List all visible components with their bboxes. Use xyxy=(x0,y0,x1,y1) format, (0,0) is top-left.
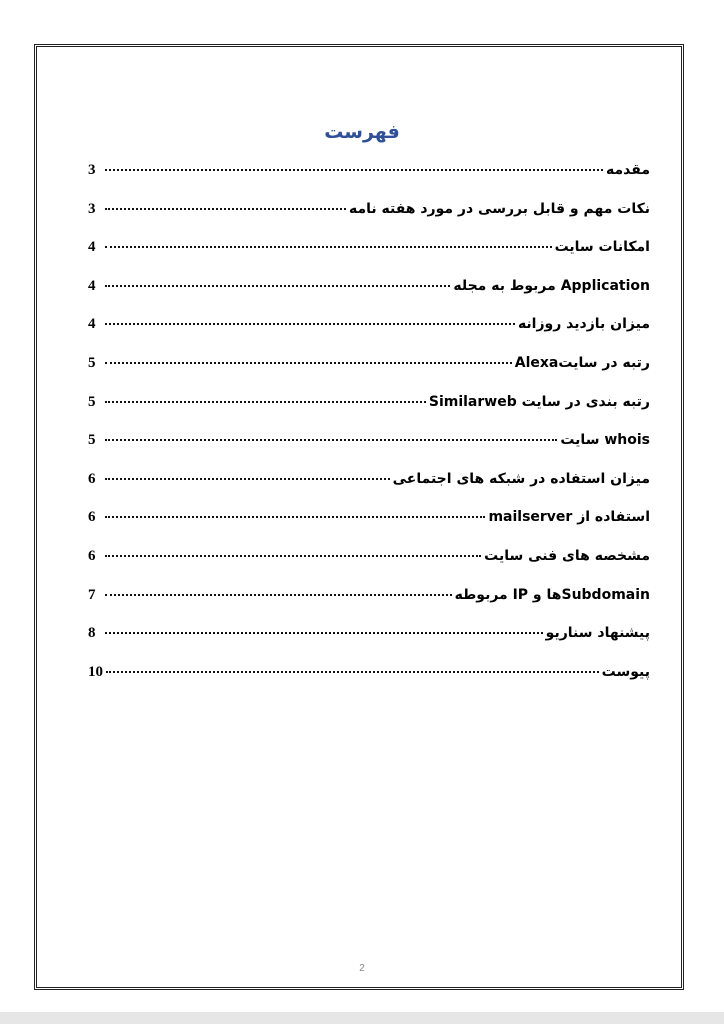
toc-page-number: 3 xyxy=(88,162,96,178)
toc-entry[interactable] xyxy=(88,239,650,278)
toc-page-number: 4 xyxy=(88,277,96,294)
dot-leader xyxy=(105,516,485,518)
toc-page-number: 4 xyxy=(88,316,96,333)
toc-entry-label: رتبه بندی در سایت Similarweb xyxy=(428,393,650,410)
dot-leader xyxy=(105,208,346,210)
toc-entry[interactable] xyxy=(88,355,650,394)
toc-entry[interactable] xyxy=(88,432,650,471)
toc-entry[interactable] xyxy=(88,316,650,355)
toc-entry-label: رتبه در سایتAlexa xyxy=(514,354,650,371)
dot-leader xyxy=(105,169,603,171)
toc-entry[interactable] xyxy=(88,278,650,317)
toc-entry-label: استفاده از mailserver xyxy=(488,509,650,526)
toc-page-number: 3 xyxy=(88,200,96,217)
toc-page-number: 5 xyxy=(88,354,96,371)
toc-page-number: 5 xyxy=(88,393,96,410)
toc-entry-label: Subdomainها و IP مربوطه xyxy=(454,586,650,603)
toc-entry[interactable] xyxy=(88,664,650,703)
toc-entry-label: میزان استفاده در شبکه های اجتماعی xyxy=(392,470,650,487)
toc-page-number: 7 xyxy=(88,586,96,603)
dot-leader xyxy=(105,439,557,441)
toc-entry-label: مقدمه xyxy=(606,162,650,178)
dot-leader xyxy=(105,478,390,480)
toc-page-number: 5 xyxy=(88,432,96,449)
toc-entry-label: میزان بازدید روزانه xyxy=(517,316,650,333)
toc-entry-label: مشخصه های فنی سایت xyxy=(484,547,650,564)
table-of-contents xyxy=(88,162,650,702)
toc-entry-label: whois سایت xyxy=(560,432,650,449)
toc-page-number: 8 xyxy=(88,625,96,642)
dot-leader xyxy=(106,671,599,673)
dot-leader xyxy=(105,594,452,596)
toc-title: فهرست xyxy=(324,121,400,143)
toc-entry[interactable] xyxy=(88,625,650,664)
page-number: 2 xyxy=(359,963,365,974)
toc-entry[interactable] xyxy=(88,162,650,201)
toc-entry[interactable] xyxy=(88,548,650,587)
toc-entry-label: Application مربوط به مجله xyxy=(453,277,650,294)
toc-page-number: 4 xyxy=(88,239,96,256)
toc-page-number: 6 xyxy=(88,547,96,564)
toc-page-number: 6 xyxy=(88,470,96,487)
dot-leader xyxy=(105,632,543,634)
toc-entry-label: پیشنهاد سناریو xyxy=(545,625,650,642)
toc-entry-label: امکانات سایت xyxy=(554,239,650,256)
dot-leader xyxy=(105,555,481,557)
toc-entry[interactable] xyxy=(88,509,650,548)
dot-leader xyxy=(105,401,426,403)
toc-page-number: 10 xyxy=(88,663,103,680)
toc-entry[interactable] xyxy=(88,201,650,240)
toc-entry[interactable] xyxy=(88,587,650,626)
toc-page-number: 6 xyxy=(88,509,96,526)
toc-entry-label: نکات مهم و قابل بررسی در مورد هفته نامه xyxy=(348,200,650,217)
dot-leader xyxy=(105,362,512,364)
dot-leader xyxy=(105,285,450,287)
page-bottom-edge xyxy=(0,1012,724,1024)
dot-leader xyxy=(105,323,515,325)
toc-entry-label: پیوست xyxy=(601,663,650,680)
toc-entry[interactable] xyxy=(88,471,650,510)
toc-entry[interactable] xyxy=(88,394,650,433)
dot-leader xyxy=(105,246,552,248)
